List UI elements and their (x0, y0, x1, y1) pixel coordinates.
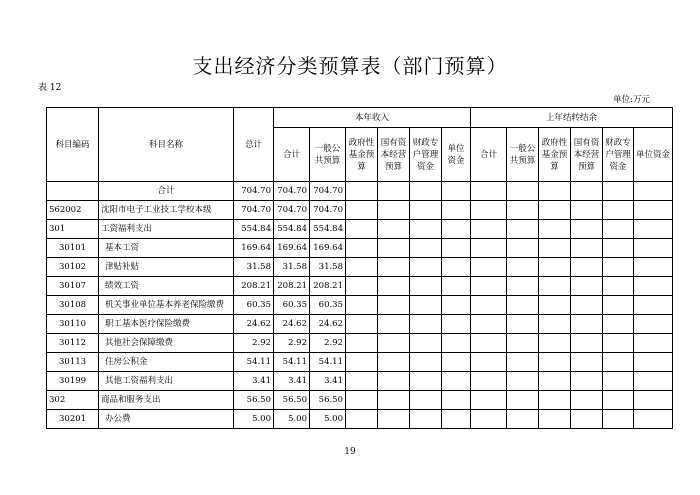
table-row (47, 315, 673, 334)
row-total: 2.92 (234, 334, 274, 353)
table-row (47, 353, 673, 372)
unit-label: 单位:万元 (613, 95, 650, 105)
table-row (47, 258, 673, 277)
row-code: 30108 (47, 296, 99, 315)
row-total: 60.35 (234, 296, 274, 315)
page-number: 19 (344, 447, 356, 457)
row-heji: 24.62 (274, 315, 310, 334)
header-name: 科目名称 (99, 108, 234, 182)
row-heji: 169.64 (274, 239, 310, 258)
table-number: 表 12 (38, 83, 62, 93)
header-fiscal-special: 财政专户管理资金 (410, 128, 442, 182)
row-total: 56.50 (234, 391, 274, 410)
row-total: 169.64 (234, 239, 274, 258)
table-row (47, 182, 673, 201)
row-code: 30201 (47, 410, 99, 429)
row-name: 沈阳市电子工业技工学校本级 (99, 201, 234, 220)
row-name: 其他工资福利支出 (99, 372, 234, 391)
header-carryover: 上年结转结余 (471, 108, 673, 128)
row-heji: 554.84 (274, 220, 310, 239)
row-heji: 2.92 (274, 334, 310, 353)
row-heji: 704.70 (274, 201, 310, 220)
row-code: 301 (47, 220, 99, 239)
row-general: 704.70 (310, 182, 346, 201)
row-heji: 208.21 (274, 277, 310, 296)
row-name: 津贴补贴 (99, 258, 234, 277)
table-row (47, 239, 673, 258)
row-code: 30102 (47, 258, 99, 277)
table-row (47, 201, 673, 220)
header-total: 总计 (234, 108, 274, 182)
table-row (47, 391, 673, 410)
row-total: 24.62 (234, 315, 274, 334)
header-unit-funds-2: 单位资金 (634, 128, 673, 182)
row-name: 办公费 (99, 410, 234, 429)
row-heji: 54.11 (274, 353, 310, 372)
row-total: 54.11 (234, 353, 274, 372)
row-name: 住房公积金 (99, 353, 234, 372)
row-name: 职工基本医疗保险缴费 (99, 315, 234, 334)
header-general: 一般公共预算 (310, 128, 346, 182)
row-code: 30199 (47, 372, 99, 391)
table-row (47, 277, 673, 296)
row-total: 554.84 (234, 220, 274, 239)
row-heji: 704.70 (274, 182, 310, 201)
row-code: 562002 (47, 201, 99, 220)
row-total: 31.58 (234, 258, 274, 277)
row-general: 3.41 (310, 372, 346, 391)
row-code: 30113 (47, 353, 99, 372)
row-name: 工资福利支出 (99, 220, 234, 239)
row-name: 商品和服务支出 (99, 391, 234, 410)
row-general: 554.84 (310, 220, 346, 239)
row-general: 5.00 (310, 410, 346, 429)
header-heji-2: 合计 (471, 128, 507, 182)
row-total: 208.21 (234, 277, 274, 296)
header-fiscal-special-2: 财政专户管理资金 (603, 128, 634, 182)
row-code: 30107 (47, 277, 99, 296)
row-general: 2.92 (310, 334, 346, 353)
row-total: 3.41 (234, 372, 274, 391)
table-row (47, 372, 673, 391)
row-general: 24.62 (310, 315, 346, 334)
row-name: 其他社会保障缴费 (99, 334, 234, 353)
row-name: 基本工资 (99, 239, 234, 258)
header-state-capital: 国有资本经营预算 (378, 128, 410, 182)
row-general: 56.50 (310, 391, 346, 410)
budget-table (46, 107, 673, 429)
row-code: 30101 (47, 239, 99, 258)
row-total: 704.70 (234, 201, 274, 220)
table-row (47, 220, 673, 239)
row-general: 169.64 (310, 239, 346, 258)
header-state-capital-2: 国有资本经营预算 (571, 128, 603, 182)
header-gov-fund-2: 政府性基金预算 (539, 128, 571, 182)
row-code: 30110 (47, 315, 99, 334)
header-unit-funds: 单位资金 (442, 128, 471, 182)
row-heji: 3.41 (274, 372, 310, 391)
row-name: 绩效工资 (99, 277, 234, 296)
row-heji: 5.00 (274, 410, 310, 429)
header-code: 科目编码 (47, 108, 99, 182)
row-heji: 56.50 (274, 391, 310, 410)
row-heji: 31.58 (274, 258, 310, 277)
row-name: 机关事业单位基本养老保险缴费 (99, 296, 234, 315)
row-general: 31.58 (310, 258, 346, 277)
table-row (47, 296, 673, 315)
row-general: 208.21 (310, 277, 346, 296)
row-code (47, 182, 99, 201)
row-heji: 60.35 (274, 296, 310, 315)
row-general: 60.35 (310, 296, 346, 315)
row-general: 704.70 (310, 201, 346, 220)
table-row (47, 410, 673, 429)
table-row (47, 334, 673, 353)
page-title: 支出经济分类预算表（部门预算） (192, 54, 508, 78)
row-code: 302 (47, 391, 99, 410)
row-total: 704.70 (234, 182, 274, 201)
row-general: 54.11 (310, 353, 346, 372)
header-heji: 合计 (274, 128, 310, 182)
row-total: 5.00 (234, 410, 274, 429)
row-name: 合计 (99, 182, 234, 201)
header-gov-fund: 政府性基金预算 (346, 128, 378, 182)
header-general-2: 一般公共预算 (507, 128, 539, 182)
header-current-income: 本年收入 (274, 108, 471, 128)
row-code: 30112 (47, 334, 99, 353)
